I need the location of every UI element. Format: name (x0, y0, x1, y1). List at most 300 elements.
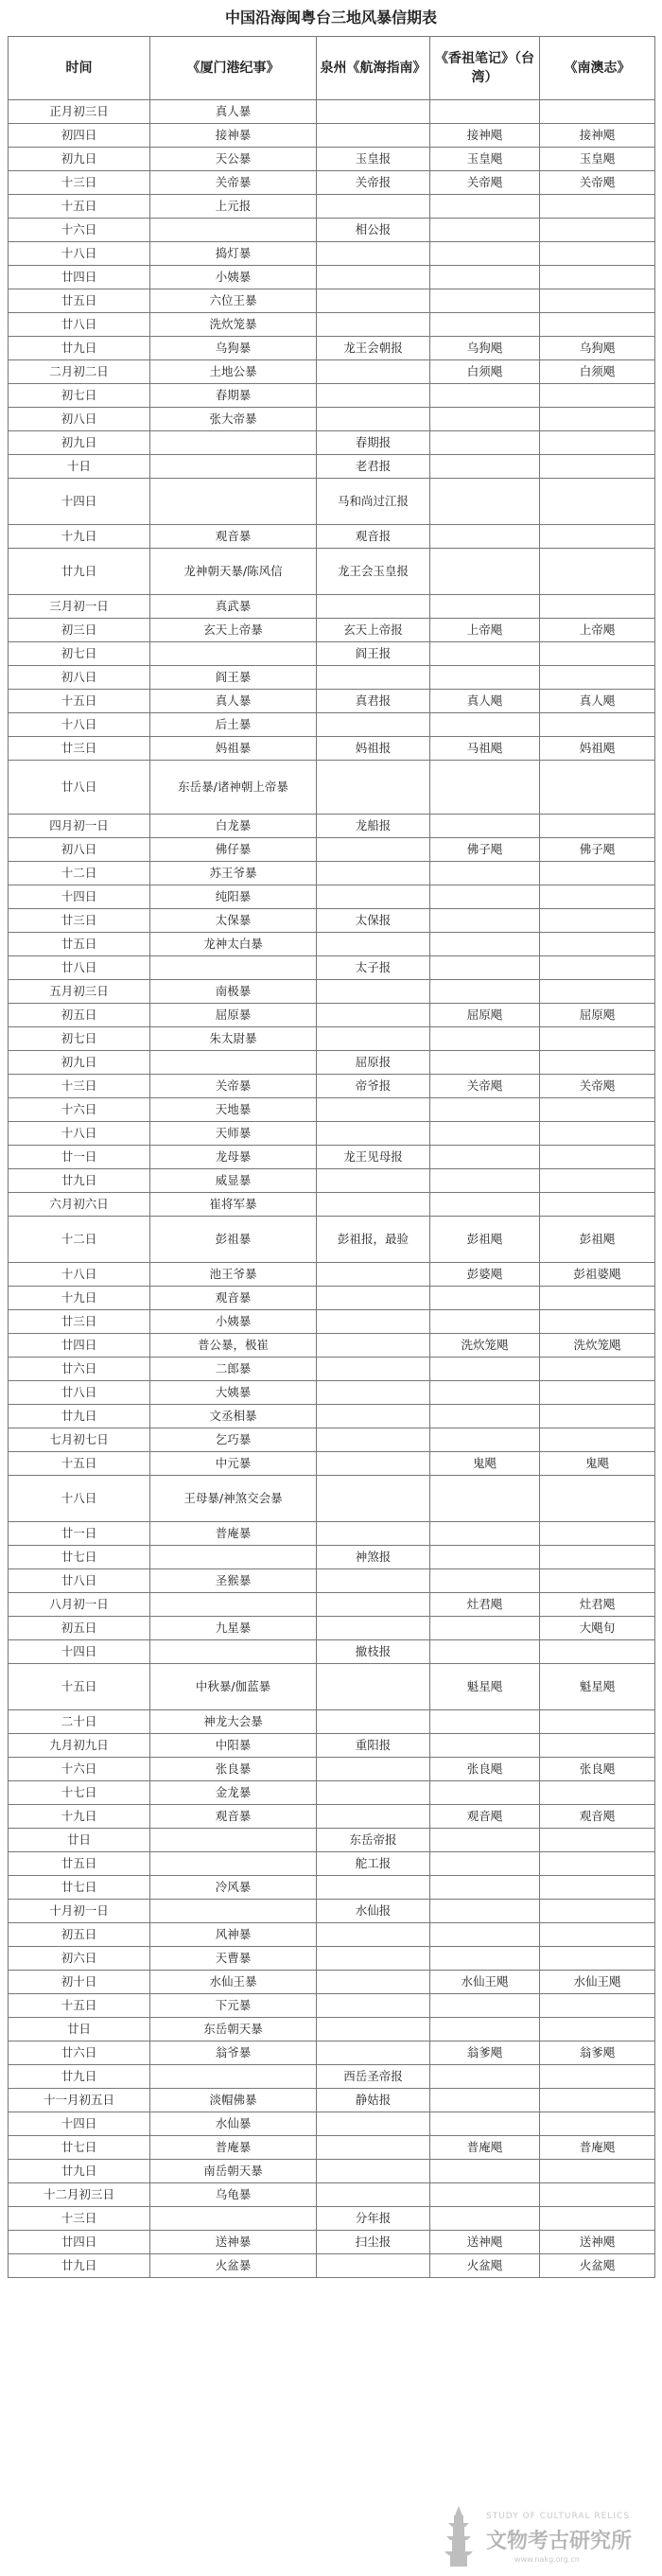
cell-xiangzu (430, 1994, 540, 2018)
cell-xiangzu: 马祖飓 (430, 737, 540, 761)
table-row (9, 713, 655, 737)
cell-xiangzu: 关帝飓 (430, 171, 540, 195)
cell-quanzhou: 龙王见母报 (317, 1146, 430, 1169)
cell-xiangzu: 白须飓 (430, 360, 540, 384)
cell-nanao: 妈祖飓 (540, 737, 655, 761)
table-row (9, 1710, 655, 1734)
table-row (9, 980, 655, 1004)
cell-time: 十七日 (9, 1781, 150, 1805)
cell-nanao (540, 1546, 655, 1569)
cell-xiamen (150, 1051, 317, 1075)
cell-time: 十六日 (9, 1098, 150, 1122)
cell-time: 廿七日 (9, 1546, 150, 1569)
cell-nanao (540, 479, 655, 525)
cell-nanao: 水仙王飓 (540, 1971, 655, 1994)
header-xiamen: 《厦门港纪事》 (150, 37, 317, 100)
cell-xiangzu (430, 2089, 540, 2112)
cell-quanzhou (317, 1098, 430, 1122)
cell-time: 十二日 (9, 862, 150, 885)
cell-time: 六月初六日 (9, 1193, 150, 1217)
cell-xiamen: 纯阳暴 (150, 885, 317, 909)
cell-xiangzu (430, 1546, 540, 1569)
cell-nanao (540, 2112, 655, 2136)
table-row (9, 1734, 655, 1758)
cell-xiangzu (430, 384, 540, 408)
cell-xiamen: 二郎暴 (150, 1358, 317, 1381)
table-row (9, 2231, 655, 2254)
cell-xiamen: 张大帝暴 (150, 408, 317, 431)
table-row (9, 384, 655, 408)
table-row (9, 360, 655, 384)
table-row (9, 1287, 655, 1310)
table-row (9, 289, 655, 313)
cell-xiamen: 真人暴 (150, 100, 317, 124)
cell-nanao (540, 885, 655, 909)
cell-time: 正月初三日 (9, 100, 150, 124)
cell-quanzhou (317, 761, 430, 815)
cell-quanzhou (317, 360, 430, 384)
watermark-subtitle: STUDY OF CULTURAL RELICS (486, 2512, 630, 2521)
cell-xiangzu (430, 1900, 540, 1923)
table-row (9, 1051, 655, 1075)
cell-nanao (540, 1569, 655, 1593)
cell-quanzhou (317, 100, 430, 124)
cell-time: 十五日 (9, 1452, 150, 1476)
cell-nanao (540, 666, 655, 690)
cell-xiangzu: 屈原飓 (430, 1004, 540, 1027)
cell-quanzhou: 帝爷报 (317, 1075, 430, 1098)
cell-xiamen (150, 956, 317, 980)
cell-xiamen: 观音暴 (150, 525, 317, 549)
table-row (9, 1004, 655, 1027)
cell-xiangzu (430, 1428, 540, 1452)
cell-quanzhou (317, 933, 430, 956)
cell-xiamen: 接神暴 (150, 124, 317, 148)
cell-time: 廿三日 (9, 737, 150, 761)
cell-nanao: 大飓旬 (540, 1617, 655, 1640)
cell-quanzhou (317, 1994, 430, 2018)
watermark-url: www.nakg.org.cn (514, 2555, 580, 2564)
cell-xiangzu (430, 1947, 540, 1971)
cell-nanao (540, 431, 655, 455)
cell-xiamen: 真武暴 (150, 595, 317, 619)
cell-nanao (540, 1381, 655, 1405)
cell-xiangzu: 送神飓 (430, 2231, 540, 2254)
cell-time: 廿三日 (9, 1310, 150, 1334)
cell-quanzhou (317, 195, 430, 219)
cell-xiamen: 真人暴 (150, 690, 317, 713)
cell-time: 初七日 (9, 642, 150, 666)
cell-quanzhou (317, 1381, 430, 1405)
cell-nanao (540, 1193, 655, 1217)
cell-xiamen (150, 2065, 317, 2089)
cell-xiangzu (430, 713, 540, 737)
cell-quanzhou (317, 1971, 430, 1994)
table-row (9, 2183, 655, 2207)
table-row (9, 195, 655, 219)
table-row (9, 2254, 655, 2278)
cell-nanao (540, 1900, 655, 1923)
cell-quanzhou (317, 1310, 430, 1334)
cell-xiamen: 上元报 (150, 195, 317, 219)
cell-xiangzu (430, 455, 540, 479)
cell-xiangzu (430, 1146, 540, 1169)
cell-time: 初八日 (9, 408, 150, 431)
cell-xiangzu (430, 1310, 540, 1334)
cell-xiamen: 后土暴 (150, 713, 317, 737)
cell-quanzhou (317, 1876, 430, 1900)
table-row (9, 642, 655, 666)
storm-schedule-table (8, 36, 655, 2278)
cell-xiangzu (430, 1122, 540, 1146)
cell-xiangzu (430, 1051, 540, 1075)
cell-xiangzu: 乌狗飓 (430, 337, 540, 360)
cell-nanao (540, 1051, 655, 1075)
cell-nanao (540, 1947, 655, 1971)
cell-quanzhou (317, 1169, 430, 1193)
cell-xiamen: 火盆暴 (150, 2254, 317, 2278)
cell-quanzhou (317, 1617, 430, 1640)
cell-xiangzu (430, 2018, 540, 2042)
cell-xiangzu: 彭婆飓 (430, 1263, 540, 1287)
cell-time: 七月初七日 (9, 1428, 150, 1452)
cell-xiamen: 神龙大会暴 (150, 1710, 317, 1734)
cell-xiangzu (430, 2112, 540, 2136)
table-row (9, 1522, 655, 1546)
cell-nanao (540, 1522, 655, 1546)
cell-time: 十五日 (9, 1664, 150, 1710)
cell-time: 廿九日 (9, 549, 150, 595)
cell-quanzhou (317, 595, 430, 619)
cell-xiangzu (430, 219, 540, 242)
cell-quanzhou (317, 2254, 430, 2278)
cell-xiangzu: 魁星飓 (430, 1664, 540, 1710)
cell-nanao (540, 2018, 655, 2042)
cell-nanao (540, 1781, 655, 1805)
cell-xiamen: 观音暴 (150, 1287, 317, 1310)
cell-quanzhou: 关帝报 (317, 171, 430, 195)
cell-nanao (540, 549, 655, 595)
cell-xiangzu (430, 1569, 540, 1593)
cell-xiamen (150, 1852, 317, 1876)
cell-xiamen: 关帝暴 (150, 1075, 317, 1098)
cell-quanzhou: 玉皇报 (317, 148, 430, 171)
cell-time: 廿日 (9, 1829, 150, 1852)
cell-time: 八月初一日 (9, 1593, 150, 1617)
cell-xiangzu: 观音飓 (430, 1805, 540, 1829)
cell-xiangzu (430, 595, 540, 619)
cell-nanao (540, 2207, 655, 2231)
cell-time: 十九日 (9, 525, 150, 549)
cell-nanao (540, 956, 655, 980)
cell-nanao (540, 289, 655, 313)
cell-time: 廿四日 (9, 266, 150, 289)
cell-time: 廿一日 (9, 1522, 150, 1546)
cell-xiamen: 佛仔暴 (150, 838, 317, 862)
cell-nanao (540, 595, 655, 619)
table-row (9, 1569, 655, 1593)
cell-time: 十三日 (9, 1075, 150, 1098)
cell-quanzhou: 扫尘报 (317, 2231, 430, 2254)
cell-nanao (540, 642, 655, 666)
cell-xiangzu (430, 408, 540, 431)
cell-time: 廿八日 (9, 1381, 150, 1405)
table-row (9, 124, 655, 148)
cell-time: 廿四日 (9, 1334, 150, 1358)
table-row (9, 549, 655, 595)
header-quanzhou: 泉州《航海指南》 (317, 37, 430, 100)
table-row (9, 2136, 655, 2160)
cell-nanao (540, 242, 655, 266)
cell-time: 十八日 (9, 713, 150, 737)
table-header-row (9, 37, 655, 100)
cell-quanzhou (317, 1805, 430, 1829)
cell-xiangzu (430, 479, 540, 525)
cell-time: 廿七日 (9, 1876, 150, 1900)
cell-xiamen: 龙母暴 (150, 1146, 317, 1169)
cell-nanao: 接神飓 (540, 124, 655, 148)
cell-quanzhou: 东岳帝报 (317, 1829, 430, 1852)
header-xiangzu: 《香祖笔记》（台湾） (430, 37, 540, 100)
cell-xiamen: 小姨暴 (150, 1310, 317, 1334)
cell-nanao (540, 1169, 655, 1193)
cell-quanzhou (317, 666, 430, 690)
table-row (9, 525, 655, 549)
table-row (9, 956, 655, 980)
cell-quanzhou: 阎王报 (317, 642, 430, 666)
table-row (9, 1617, 655, 1640)
cell-quanzhou (317, 2160, 430, 2183)
cell-quanzhou: 重阳报 (317, 1734, 430, 1758)
cell-nanao: 关帝飓 (540, 1075, 655, 1098)
cell-xiamen: 东岳朝天暴 (150, 2018, 317, 2042)
table-row (9, 1994, 655, 2018)
table-row (9, 2112, 655, 2136)
cell-quanzhou (317, 1193, 430, 1217)
cell-quanzhou: 真君报 (317, 690, 430, 713)
cell-nanao: 洗炊笼飓 (540, 1334, 655, 1358)
cell-xiangzu (430, 1522, 540, 1546)
cell-xiamen: 天师暴 (150, 1122, 317, 1146)
cell-time: 二月初二日 (9, 360, 150, 384)
cell-nanao (540, 1640, 655, 1664)
cell-time: 廿六日 (9, 2042, 150, 2065)
cell-xiangzu (430, 933, 540, 956)
cell-xiamen: 池王爷暴 (150, 1263, 317, 1287)
cell-time: 十五日 (9, 1994, 150, 2018)
cell-xiangzu (430, 1193, 540, 1217)
cell-xiamen: 天公暴 (150, 148, 317, 171)
cell-xiamen: 天地暴 (150, 1098, 317, 1122)
cell-xiangzu (430, 1358, 540, 1381)
cell-xiamen: 九星暴 (150, 1617, 317, 1640)
cell-time: 十四日 (9, 479, 150, 525)
cell-xiangzu (430, 1476, 540, 1522)
table-row (9, 1217, 655, 1263)
cell-time: 廿三日 (9, 909, 150, 933)
table-row (9, 479, 655, 525)
table-row (9, 1452, 655, 1476)
cell-xiamen: 水仙暴 (150, 2112, 317, 2136)
cell-time: 十四日 (9, 1640, 150, 1664)
cell-time: 廿八日 (9, 313, 150, 337)
cell-xiangzu (430, 195, 540, 219)
cell-nanao: 屈原飓 (540, 1004, 655, 1027)
cell-quanzhou: 分年报 (317, 2207, 430, 2231)
cell-nanao: 张良飓 (540, 1758, 655, 1781)
cell-nanao (540, 266, 655, 289)
cell-xiangzu (430, 1098, 540, 1122)
cell-time: 廿八日 (9, 956, 150, 980)
cell-nanao (540, 2160, 655, 2183)
cell-xiangzu (430, 642, 540, 666)
cell-xiamen: 大姨暴 (150, 1381, 317, 1405)
cell-time: 十三日 (9, 2207, 150, 2231)
cell-quanzhou (317, 1476, 430, 1522)
table-row (9, 1664, 655, 1710)
cell-xiamen: 朱太尉暴 (150, 1027, 317, 1051)
table-row (9, 2018, 655, 2042)
cell-time: 廿五日 (9, 289, 150, 313)
cell-xiangzu (430, 549, 540, 595)
cell-time: 初五日 (9, 1923, 150, 1947)
table-row (9, 619, 655, 642)
cell-time: 十四日 (9, 885, 150, 909)
table-row (9, 885, 655, 909)
cell-quanzhou (317, 1758, 430, 1781)
table-row (9, 595, 655, 619)
cell-quanzhou (317, 384, 430, 408)
cell-xiangzu (430, 862, 540, 885)
table-row (9, 761, 655, 815)
table-row (9, 1546, 655, 1569)
cell-time: 廿八日 (9, 761, 150, 815)
table-row (9, 1876, 655, 1900)
cell-xiamen (150, 642, 317, 666)
cell-quanzhou: 马和尚过江报 (317, 479, 430, 525)
table-row (9, 1428, 655, 1452)
cell-nanao (540, 1476, 655, 1522)
cell-xiangzu: 灶君飓 (430, 1593, 540, 1617)
cell-xiangzu (430, 1734, 540, 1758)
cell-time: 二十日 (9, 1710, 150, 1734)
cell-xiangzu (430, 2160, 540, 2183)
table-row (9, 455, 655, 479)
cell-xiamen: 太保暴 (150, 909, 317, 933)
table-row (9, 1169, 655, 1193)
cell-quanzhou (317, 862, 430, 885)
cell-time: 十八日 (9, 1476, 150, 1522)
cell-quanzhou (317, 2018, 430, 2042)
table-row (9, 219, 655, 242)
cell-time: 十六日 (9, 219, 150, 242)
cell-quanzhou (317, 1004, 430, 1027)
cell-quanzhou (317, 1569, 430, 1593)
table-row (9, 1405, 655, 1428)
cell-nanao (540, 980, 655, 1004)
cell-quanzhou (317, 885, 430, 909)
cell-nanao: 彭祖飓 (540, 1217, 655, 1263)
cell-nanao (540, 1310, 655, 1334)
cell-nanao (540, 2065, 655, 2089)
cell-quanzhou: 西岳圣帝报 (317, 2065, 430, 2089)
table-row (9, 1852, 655, 1876)
table-row (9, 2042, 655, 2065)
cell-xiangzu: 翁爹飓 (430, 2042, 540, 2065)
cell-nanao (540, 1852, 655, 1876)
cell-time: 九月初九日 (9, 1734, 150, 1758)
table-row (9, 337, 655, 360)
cell-xiangzu (430, 1405, 540, 1428)
cell-quanzhou (317, 289, 430, 313)
cell-xiangzu (430, 885, 540, 909)
cell-time: 十六日 (9, 1758, 150, 1781)
cell-quanzhou: 彭祖报，最验 (317, 1217, 430, 1263)
cell-nanao: 送神飓 (540, 2231, 655, 2254)
cell-xiamen: 普公暴，极崔 (150, 1334, 317, 1358)
cell-nanao (540, 1122, 655, 1146)
cell-nanao: 玉皇飓 (540, 148, 655, 171)
table-row (9, 100, 655, 124)
table-row (9, 690, 655, 713)
cell-quanzhou (317, 1358, 430, 1381)
cell-quanzhou (317, 2042, 430, 2065)
table-row (9, 1805, 655, 1829)
cell-xiangzu (430, 1710, 540, 1734)
cell-xiamen: 风神暴 (150, 1923, 317, 1947)
table-row (9, 909, 655, 933)
cell-xiamen: 苏王爷暴 (150, 862, 317, 885)
cell-nanao (540, 525, 655, 549)
cell-time: 廿四日 (9, 2231, 150, 2254)
cell-nanao (540, 1027, 655, 1051)
cell-nanao: 彭祖婆飓 (540, 1263, 655, 1287)
cell-time: 廿九日 (9, 337, 150, 360)
cell-quanzhou (317, 1664, 430, 1710)
cell-xiamen: 土地公暴 (150, 360, 317, 384)
cell-xiangzu (430, 1852, 540, 1876)
cell-xiangzu: 彭祖飓 (430, 1217, 540, 1263)
cell-time: 廿一日 (9, 1146, 150, 1169)
table-row (9, 1593, 655, 1617)
cell-nanao: 鬼飓 (540, 1452, 655, 1476)
cell-nanao (540, 2183, 655, 2207)
cell-xiangzu: 关帝飓 (430, 1075, 540, 1098)
cell-xiangzu (430, 1617, 540, 1640)
cell-nanao: 佛子飓 (540, 838, 655, 862)
cell-quanzhou: 屈原报 (317, 1051, 430, 1075)
cell-xiamen: 中阳暴 (150, 1734, 317, 1758)
cell-quanzhou: 水仙报 (317, 1900, 430, 1923)
cell-xiangzu (430, 2207, 540, 2231)
table-row (9, 1358, 655, 1381)
cell-xiamen: 东岳暴/诸神朝上帝暴 (150, 761, 317, 815)
cell-xiamen: 乌狗暴 (150, 337, 317, 360)
cell-xiangzu: 真人飓 (430, 690, 540, 713)
cell-nanao: 灶君飓 (540, 1593, 655, 1617)
table-row (9, 431, 655, 455)
cell-xiangzu (430, 1781, 540, 1805)
cell-quanzhou (317, 1122, 430, 1146)
cell-xiangzu: 佛子飓 (430, 838, 540, 862)
table-row (9, 1758, 655, 1781)
page-title: 中国沿海闽粤台三地风暴信期表 (224, 9, 437, 26)
cell-xiangzu: 鬼飓 (430, 1452, 540, 1476)
cell-quanzhou: 老君报 (317, 455, 430, 479)
cell-xiamen (150, 219, 317, 242)
table-row (9, 737, 655, 761)
cell-xiamen: 文丞相暴 (150, 1405, 317, 1428)
